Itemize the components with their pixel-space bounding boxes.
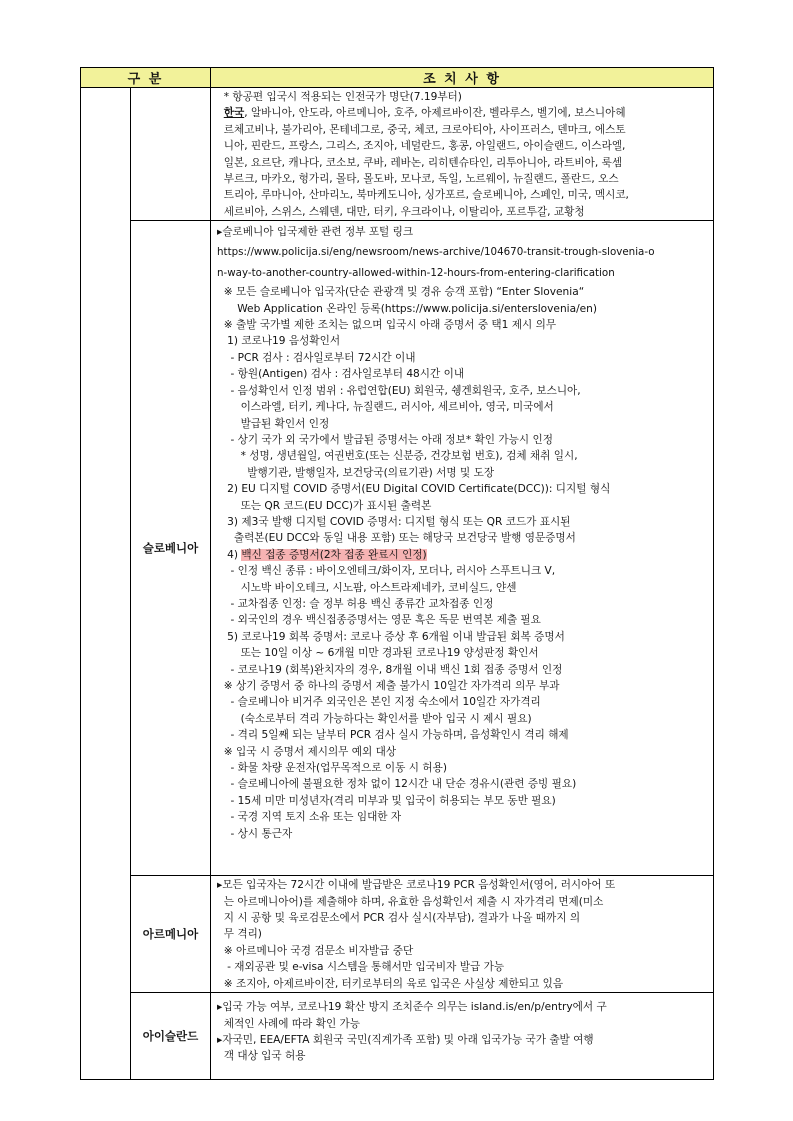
text-line: - 상시 통근자 <box>217 827 293 840</box>
text-line: - 15세 미만 미성년자(격리 미부과 및 입국이 허용되는 부모 동반 필요) <box>217 794 556 807</box>
text-line: - 재외공관 및 e-visa 시스템을 통해서만 입국비자 발급 가능 <box>217 961 505 974</box>
text-line: ▸자국민, EEA/EFTA 회원국 국민(직계가족 포함) 및 아래 입국가능 국가 출발 여행 <box>217 1033 594 1046</box>
content-cell <box>211 876 714 993</box>
text-line: ※ 출발 국가별 제한 조치는 없으며 입국시 아래 증명서 중 택1 제시 의무 <box>217 319 557 332</box>
text-line: 세르비아, 스위스, 스웨덴, 대만, 터키, 우크라이나, 이탈리아, 포르투갈, 교황청 <box>217 205 585 218</box>
country-cell <box>131 88 211 221</box>
country-cell: 아이슬란드 <box>131 993 211 1080</box>
korea-label: 한국 <box>223 107 245 120</box>
text-line: ※ 상기 증명서 중 하나의 증명서 제출 불가시 10일간 자가격리 의무 부과 <box>217 680 560 692</box>
text-line: 출력본(EU DCC와 동일 내용 포함) 또는 해당국 보건당국 발행 영문증명서 <box>217 532 576 545</box>
text-line: ▸슬로베니아 입국제한 관련 정부 포털 링크 <box>217 226 414 239</box>
text-line: 또는 QR 코드(EU DCC)가 표시된 출력본 <box>217 499 432 512</box>
text-line: ▸입국 가능 여부, 코로나19 확산 방지 조치준수 의무는 island.is/en/p/entry에서 구 <box>217 1001 607 1014</box>
text-line: - 격리 5일째 되는 날부터 PCR 검사 실시 가능하며, 음성확인시 격리 해제 <box>217 729 569 742</box>
text-line: ※ 입국 시 증명서 제시의무 예외 대상 <box>217 745 397 758</box>
measures-table <box>80 67 714 1080</box>
text-line: - 슬로베니아 비거주 외국인은 본인 지정 숙소에서 10일간 자가격리 <box>217 696 541 709</box>
header-category: 구 분 <box>81 68 211 88</box>
header-measures: 조 치 사 항 <box>211 68 714 88</box>
text-line: 1) 코로나19 음성확인서 <box>217 335 341 348</box>
table-row <box>81 876 714 993</box>
table-row <box>81 221 714 876</box>
text-line: ※ 조지아, 아제르바이잔, 터키로부터의 육로 입국은 사실상 제한되고 있음 <box>217 977 564 990</box>
text-line: - 국경 지역 토지 소유 또는 임대한 자 <box>217 811 402 824</box>
country-cell: 아르메니아 <box>131 876 211 993</box>
text-line: 무 격리) <box>217 928 262 941</box>
text-line: 발급된 확인서 인정 <box>217 417 330 430</box>
text-line: ※ 아르메니아 국경 검문소 비자발급 중단 <box>217 944 414 957</box>
text-line: 부르크, 마카오, 헝가리, 몰타, 몰도바, 모나코, 독일, 노르웨이, 뉴질랜드, 폴란드, 오스 <box>217 173 619 186</box>
text-line: - 상기 국가 외 국가에서 발급된 증명서는 아래 정보* 확인 가능시 인정 <box>217 433 553 446</box>
text-line: 이스라엘, 터키, 케나다, 뉴질랜드, 러시아, 세르비아, 영국, 미국에서 <box>217 401 554 414</box>
portal-link-cont[interactable]: n-way-to-another-country-allowed-within-12-hours-from-entering-clarification <box>217 267 615 280</box>
text-line: - 화물 차량 운전자(업무목적으로 이동 시 허용) <box>217 762 447 775</box>
table-row <box>81 993 714 1080</box>
text-line: 또는 10일 이상 ~ 6개월 미만 경과된 코로나19 양성판정 확인서 <box>217 647 539 660</box>
text-line: 5) 코로나19 회복 증명서: 코로나 증상 후 6개월 이내 발급된 회복 증명서 <box>217 630 565 643</box>
text-line: - PCR 검사 : 검사일로부터 72시간 이내 <box>217 351 416 364</box>
content-cell <box>211 221 714 876</box>
text-line: - 항원(Antigen) 검사 : 검사일로부터 48시간 이내 <box>217 368 465 381</box>
text-line: 니아, 핀란드, 프랑스, 그리스, 조지아, 네덜란드, 홍콩, 아일랜드, 아이슬랜드, 이스라엘, <box>217 140 626 153</box>
text-line: 지 시 공항 및 육로검문소에서 PCR 검사 실시(자부담), 결과가 나올 때까지 의 <box>217 912 581 925</box>
content-cell <box>211 88 714 221</box>
text-line <box>217 105 709 121</box>
text-line: 3) 제3국 발행 디지털 COVID 증명서: 디지털 형식 또는 QR 코드가 표시된 <box>217 515 571 528</box>
text-line: 2) EU 디지털 COVID 증명서(EU Digital COVID Certificate(DCC)): 디지털 형식 <box>217 483 611 496</box>
table-row <box>81 88 714 221</box>
text-line: 일본, 요르단, 캐나다, 코소보, 쿠바, 레바논, 리히텐슈타인, 리투아니아, 라트비아, 룩셈 <box>217 156 623 169</box>
text-segment: 4) <box>217 548 242 561</box>
text-line: 객 대상 입국 허용 <box>217 1050 306 1063</box>
text-line: 발행기관, 발행일자, 보건당국(의료기관) 서명 및 도장 <box>217 466 495 479</box>
text-line: 시노박 바이오테크, 시노팜, 아스트라제네카, 코비실드, 얀센 <box>217 581 517 594</box>
text-line: * 성명, 생년월일, 여권번호(또는 신분증, 건강보험 번호), 검체 채취 일시, <box>217 450 578 463</box>
text-line: 는 아르메니아어)를 제출해야 하며, 유효한 음성확인서 제출 시 자가격리 면제(미소 <box>217 895 604 908</box>
text-line: - 외국인의 경우 백신접종증명서는 영문 혹은 독문 번역본 제출 필요 <box>217 614 541 627</box>
text-line: - 음성확인서 인정 범위 : 유럽연합(EU) 회원국, 쉥겐회원국, 호주, 보스니아, <box>217 384 581 397</box>
text-line: (숙소로부터 격리 가능하다는 확인서를 받아 입국 시 제시 필요) <box>217 712 532 725</box>
text-line: * 항공편 입국시 적용되는 인전국가 명단(7.19부터) <box>217 91 462 103</box>
text-line: - 교차접종 인정: 슬 정부 허용 백신 종류간 교차접종 인정 <box>217 597 494 610</box>
text-line: ※ 모든 슬로베니아 입국자(단순 관광객 및 경유 승객 포함) “Enter Slovenia“ <box>217 286 585 299</box>
text-line: 체적인 사례에 따라 확인 가능 <box>217 1017 361 1030</box>
table-header <box>81 68 714 88</box>
text-line <box>217 547 709 563</box>
text-segment: , 알바니아, 안도라, 아르메니아, 호주, 아제르바이잔, 벨라루스, 벨기에, 보스니아헤 <box>244 107 626 120</box>
region-cell <box>81 88 131 1080</box>
text-line: 트리아, 루마니아, 산마리노, 북마케도니아, 싱가포르, 슬로베니아, 스페인, 미국, 멕시코, <box>217 189 629 202</box>
highlighted-text: 백신 접종 증명서(2차 접종 완료시 인정) <box>241 548 427 561</box>
text-line: - 코로나19 (회복)완치자의 경우, 8개월 이내 백신 1회 접종 증명서 인정 <box>217 663 563 676</box>
country-cell: 슬로베니아 <box>131 221 211 876</box>
text-line: - 슬로베니아에 불필요한 정차 없이 12시간 내 단순 경유시(관련 증빙 필요) <box>217 778 577 791</box>
content-cell <box>211 993 714 1080</box>
text-line: - 인정 백신 종류 : 바이오엔테크/화이자, 모더나, 러시아 스푸트니크 V, <box>217 565 556 578</box>
text-line: Web Application 온라인 등록(https://www.policija.si/enterslovenia/en) <box>217 302 598 315</box>
portal-link[interactable]: https://www.policija.si/eng/newsroom/news-archive/104670-transit-trough-slovenia-o <box>217 246 655 259</box>
text-line: ▸모든 입국자는 72시간 이내에 발급받은 코로나19 PCR 음성확인서(영어, 러시아어 또 <box>217 879 616 892</box>
text-line: 르체고비나, 불가리아, 몬테네그로, 중국, 체코, 크로아티아, 사이프러스, 덴마크, 에스토 <box>217 123 626 136</box>
